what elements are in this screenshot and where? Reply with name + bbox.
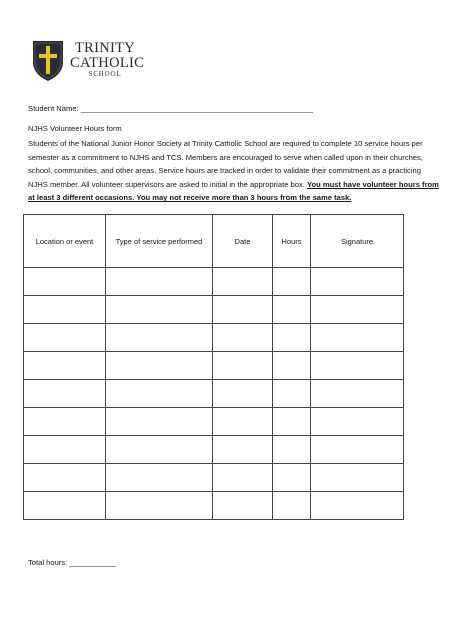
date-cell[interactable] [213, 268, 273, 296]
hours-cell[interactable] [273, 408, 311, 436]
header-date: Date [213, 215, 273, 268]
logo-line-3: SCHOOL [88, 70, 122, 78]
signature-cell[interactable] [311, 436, 404, 464]
service-type-cell[interactable] [106, 408, 213, 436]
shield-cross-icon [32, 40, 64, 82]
location-cell[interactable] [24, 324, 106, 352]
volunteer-hours-table [23, 214, 404, 520]
service-type-cell[interactable] [106, 296, 213, 324]
service-type-cell[interactable] [106, 464, 213, 492]
header-signature: Signature [311, 215, 404, 268]
date-cell[interactable] [213, 464, 273, 492]
location-cell[interactable] [24, 380, 106, 408]
hours-cell[interactable] [273, 324, 311, 352]
table-row [24, 268, 404, 296]
table-header-row [24, 215, 404, 268]
hours-cell[interactable] [273, 268, 311, 296]
service-type-cell[interactable] [106, 436, 213, 464]
service-type-cell[interactable] [106, 492, 213, 520]
date-cell[interactable] [213, 296, 273, 324]
table-row [24, 380, 404, 408]
logo-line-1: TRINITY [74, 40, 136, 56]
total-hours-field[interactable]: Total hours: ___________ [28, 558, 116, 567]
hours-cell[interactable] [273, 436, 311, 464]
location-cell[interactable] [24, 268, 106, 296]
paragraph-line-2: semester as a commitment to NJHS and TCS. Members are encouraged to serve when called upon in their churches, [28, 152, 423, 162]
hours-cell[interactable] [273, 352, 311, 380]
paragraph-line-1: Students of the National Junior Honor Society at Trinity Catholic School are required to complete 10 service hours per [28, 139, 423, 148]
table-row [24, 296, 404, 324]
paragraph-line-5 [28, 191, 448, 205]
hours-cell[interactable] [273, 296, 311, 324]
signature-cell[interactable] [311, 464, 404, 492]
location-cell[interactable] [24, 408, 106, 436]
date-cell[interactable] [213, 408, 273, 436]
logo-wordmark [70, 40, 145, 78]
school-logo [32, 40, 145, 84]
date-cell[interactable] [213, 492, 273, 520]
student-name-field[interactable]: Student Name: _______________________________________________________ [28, 104, 314, 113]
hours-cell[interactable] [273, 492, 311, 520]
signature-cell[interactable] [311, 296, 404, 324]
paragraph-line-4 [28, 178, 448, 192]
hours-cell[interactable] [273, 380, 311, 408]
signature-cell[interactable] [311, 352, 404, 380]
location-cell[interactable] [24, 352, 106, 380]
hours-cell[interactable] [273, 464, 311, 492]
table-row [24, 324, 404, 352]
location-cell[interactable] [24, 296, 106, 324]
paragraph-line-4-bold: You must have volunteer hours from [307, 179, 439, 189]
location-cell[interactable] [24, 464, 106, 492]
date-cell[interactable] [213, 380, 273, 408]
signature-cell[interactable] [311, 380, 404, 408]
logo-line-2: CATHOLIC [70, 54, 145, 71]
service-type-cell[interactable] [106, 352, 213, 380]
table-row [24, 408, 404, 436]
service-type-cell[interactable] [106, 324, 213, 352]
table-row [24, 492, 404, 520]
paragraph-line-5-bold: at least 3 different occasions. You may not receive more than 3 hours from the same task. [28, 193, 352, 203]
paragraph-line-4-plain: NJHS member. All volunteer supervisors are asked to initial in the appropriate box. [28, 179, 307, 189]
paragraph-line-3: school, communities, and other areas. Service hours are tracked in order to validate their commitment as a practicing [28, 166, 421, 176]
header-hours: Hours [273, 215, 311, 268]
form-title: NJHS Volunteer Hours form [28, 124, 122, 133]
date-cell[interactable] [213, 324, 273, 352]
header-type-of-service: Type of service performed [106, 215, 213, 268]
table-row [24, 436, 404, 464]
location-cell[interactable] [24, 436, 106, 464]
date-cell[interactable] [213, 436, 273, 464]
signature-cell[interactable] [311, 268, 404, 296]
instructions-paragraph [28, 137, 448, 205]
signature-cell[interactable] [311, 492, 404, 520]
service-type-cell[interactable] [106, 268, 213, 296]
table-row [24, 464, 404, 492]
signature-cell[interactable] [311, 408, 404, 436]
header-location: Location or event [24, 215, 106, 268]
table-row [24, 352, 404, 380]
service-type-cell[interactable] [106, 380, 213, 408]
date-cell[interactable] [213, 352, 273, 380]
location-cell[interactable] [24, 492, 106, 520]
signature-cell[interactable] [311, 324, 404, 352]
